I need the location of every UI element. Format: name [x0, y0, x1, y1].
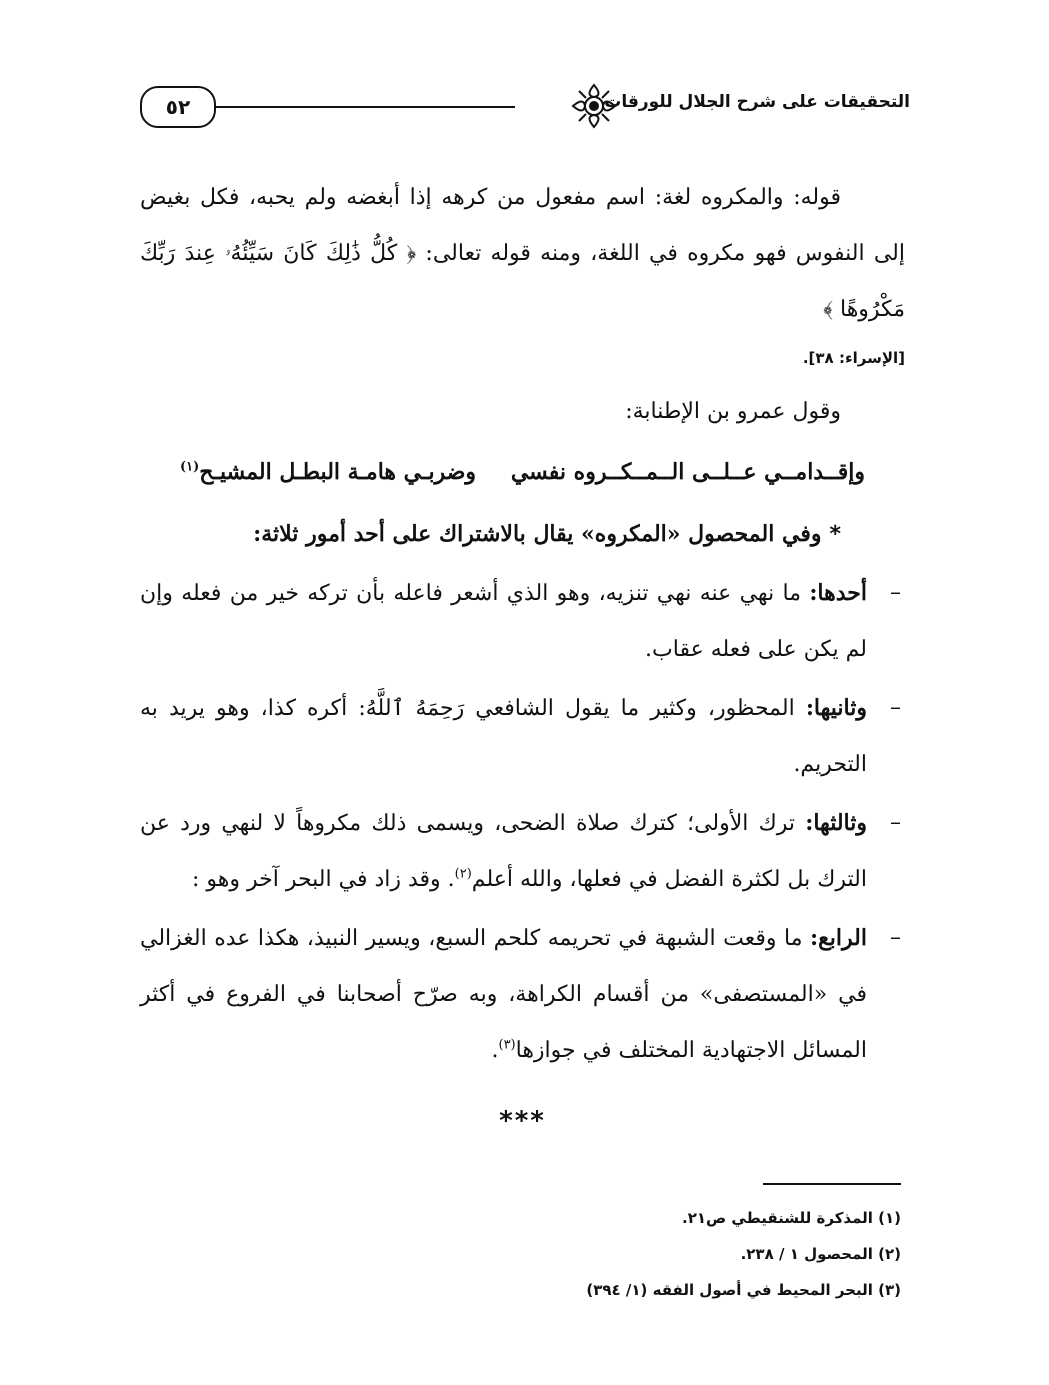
item-lead: الرابع: — [809, 925, 867, 951]
list-item — [140, 910, 905, 1079]
footnote-marker: (٣) — [498, 1037, 516, 1053]
page-header — [140, 82, 910, 132]
page-body — [140, 170, 905, 1149]
section-separator: *** — [499, 1106, 546, 1136]
quran-reference: [الإسراء: ٣٨]. — [802, 349, 905, 367]
item-lead: وثالثها: — [805, 810, 867, 836]
list-item — [140, 795, 905, 908]
intro-text: وفي المحصول «المكروه» يقال بالاشتراك على أحد أمور ثلاثة: — [253, 521, 822, 547]
poem-verse — [140, 444, 905, 500]
list-dash: – — [890, 810, 901, 835]
footnotes — [401, 1200, 901, 1308]
bullet-star-icon: * — [829, 522, 841, 547]
footnote-item: (٣) البحر المحيط في أصول الفقه (١/ ٣٩٤) — [586, 1281, 901, 1299]
list-dash: – — [890, 695, 901, 720]
paragraph-poet: وقول عمرو بن الإطنابة: — [625, 399, 841, 424]
list-item — [140, 680, 905, 793]
poem-hemistich-right: وإقــدامــي عــلــى الــمــكــروه نفسي — [510, 459, 865, 485]
item-text: ما نهي عنه نهي تنزيه، وهو الذي أشعر فاعله بأن تركه خير من فعله وإن لم يكن على فعله عقاب. — [140, 581, 867, 662]
list-dash: – — [890, 580, 901, 605]
header-rule — [215, 106, 515, 108]
item-text: المحظور، وكثير ما يقول الشافعي رَحِمَهُ ٱللَّهُ: أكره كذا، وهو يريد به التحريم. — [140, 696, 867, 777]
footnote-item: (١) المذكرة للشنقيطي ص٢١. — [682, 1209, 901, 1227]
item-tail: . — [491, 1038, 499, 1063]
item-lead: أحدها: — [809, 580, 867, 606]
item-text: ما وقعت الشبهة في تحريمه كلحم السبع، ويسير النبيذ، هكذا عده الغزالي في «المستصفى» من أقسام الكراهة، وبه صرّح أصحابنا في الفروع في أكثر المسائل الاجتهادية المختلف في جوازها — [140, 926, 867, 1063]
book-title: التحقيقات على شرح الجلال للورقات — [604, 92, 910, 112]
list-dash: – — [890, 925, 901, 950]
footnote-marker: (١) — [180, 459, 200, 475]
item-lead: وثانيها: — [805, 695, 867, 721]
item-tail: . وقد زاد في البحر آخر وهو : — [191, 867, 455, 892]
poem-hemistich-left: وضربـي هامـة البطـل المشيـح — [199, 459, 477, 485]
paragraph-definition: قوله: والمكروه لغة: اسم مفعول من كرهه إذا أبغضه ولم يحبه، فكل بغيض إلى النفوس فهو مكروه في اللغة، ومنه قوله تعالى: ﴿ كُلُّ ذَٰلِكَ كَانَ سَيِّئُهُۥ عِندَ رَبِّكَ مَكْرُوهًا ﴾ — [140, 185, 905, 322]
footnote-item: (٢) المحصول ١ / ٢٣٨. — [740, 1245, 901, 1263]
poem-hemistich-left-wrap — [180, 444, 476, 500]
item-text: ترك الأولى؛ كترك صلاة الضحى، ويسمى ذلك مكروهاً لا لنهي ورد عن الترك بل لكثرة الفضل في فعلها، والله أعلم — [140, 811, 867, 892]
intro-line — [140, 506, 905, 563]
footnote-rule — [763, 1183, 901, 1185]
list-item — [140, 565, 905, 678]
footnote-marker: (٢) — [454, 866, 472, 882]
page-number: ٥٢ — [140, 86, 216, 128]
